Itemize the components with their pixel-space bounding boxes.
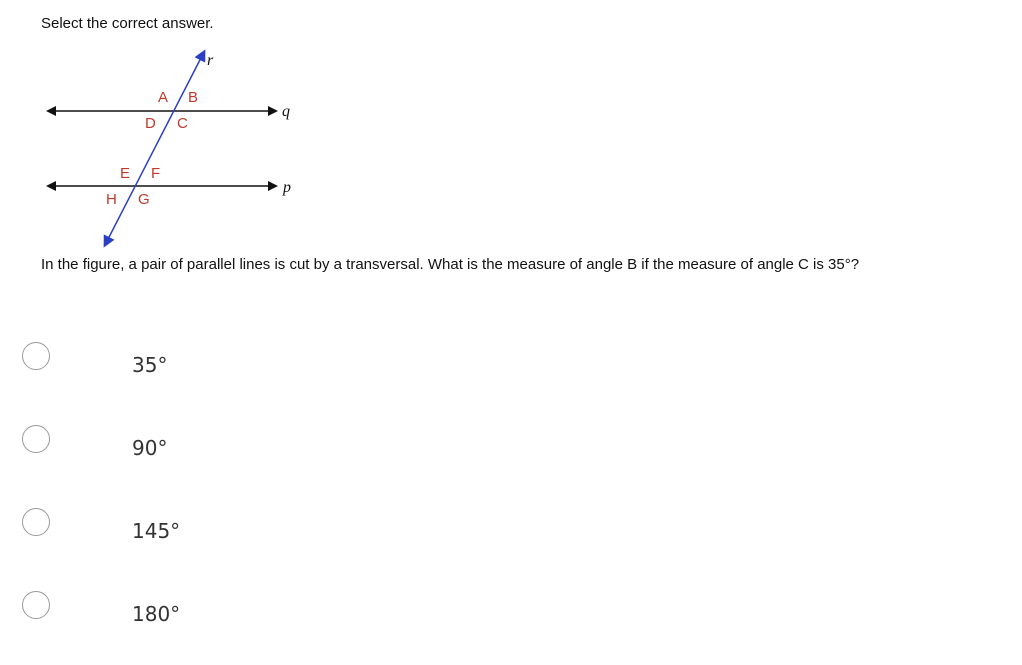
instruction-text: Select the correct answer. bbox=[41, 15, 214, 32]
angle-label-a: A bbox=[158, 89, 169, 106]
choice-label: 145° bbox=[132, 519, 181, 543]
angle-label-b: B bbox=[188, 89, 199, 106]
label-r: r bbox=[207, 52, 214, 69]
radio-button[interactable] bbox=[22, 425, 50, 453]
label-q: q bbox=[282, 103, 290, 120]
angle-label-d: D bbox=[145, 115, 156, 132]
radio-button[interactable] bbox=[22, 508, 50, 536]
choice-label: 180° bbox=[132, 602, 181, 626]
angle-label-c: C bbox=[177, 115, 188, 132]
choice-option-2[interactable] bbox=[22, 425, 522, 475]
radio-button[interactable] bbox=[22, 591, 50, 619]
choice-option-4[interactable] bbox=[22, 591, 522, 641]
question-text: In the figure, a pair of parallel lines is cut by a transversal. What is the measure of angle B if the measure of angle C is 35°? bbox=[41, 256, 860, 273]
parallel-lines-figure bbox=[0, 40, 330, 255]
choice-label: 35° bbox=[132, 353, 168, 377]
radio-button[interactable] bbox=[22, 342, 50, 370]
label-p: p bbox=[283, 179, 291, 196]
transversal-r bbox=[105, 52, 204, 245]
choice-label: 90° bbox=[132, 436, 168, 460]
choice-option-3[interactable] bbox=[22, 508, 522, 558]
angle-label-h: H bbox=[106, 191, 117, 208]
angle-label-g: G bbox=[138, 191, 150, 208]
angle-label-f: F bbox=[151, 165, 161, 182]
choice-option-1[interactable] bbox=[22, 342, 522, 392]
angle-label-e: E bbox=[120, 165, 131, 182]
